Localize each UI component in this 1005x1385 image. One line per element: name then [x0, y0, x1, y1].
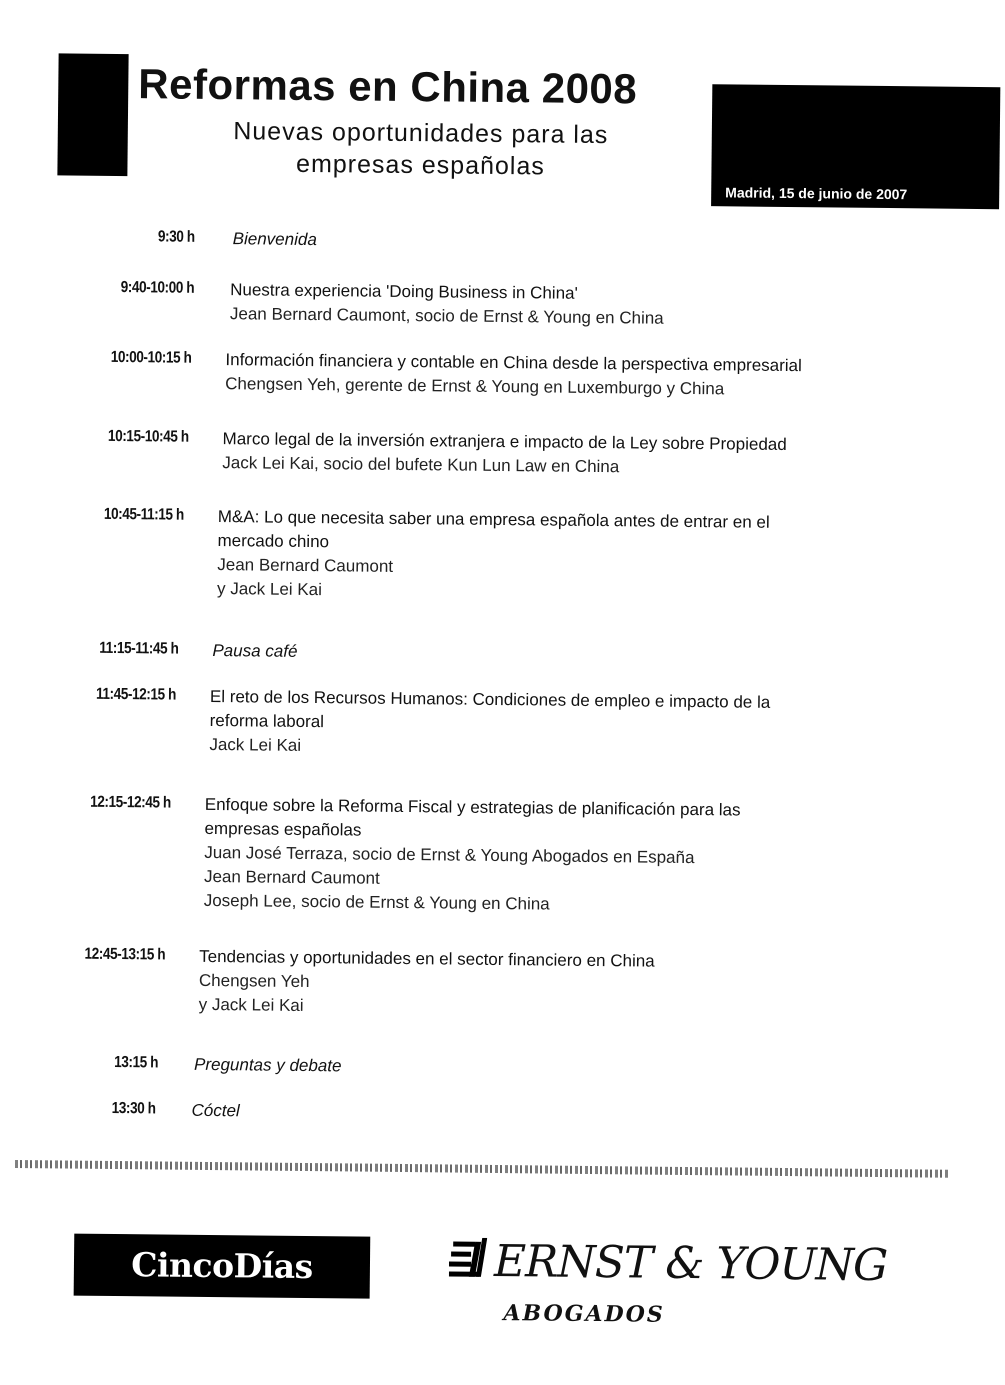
agenda-topic: M&A: Lo que necesita saber una empresa española antes de entrar en el [217, 507, 770, 532]
agenda-topic: Tendencias y oportunidades en el sector financiero en China [199, 946, 655, 971]
header-black-block-left [57, 53, 128, 176]
agenda-description [191, 1099, 239, 1124]
agenda-line: Joseph Lee, socio de Ernst & Young en China [203, 890, 550, 914]
agenda-time: 11:15-11:45 h [99, 639, 179, 658]
agenda-topic: Preguntas y debate [193, 1054, 342, 1076]
agenda-topic: Marco legal de la inversión extranjera e impacto de la Ley sobre Propiedad [222, 429, 787, 454]
agenda-line: reforma laboral [209, 710, 325, 732]
agenda-time: 9:30 h [157, 228, 195, 246]
agenda-line: Jack Lei Kai [209, 734, 302, 755]
agenda-line: Chengsen Yeh, gerente de Ernst & Young en Luxemburgo y China [225, 374, 725, 399]
agenda-time: 12:15-12:45 h [90, 793, 171, 812]
ernst-young-logo-icon [449, 1237, 487, 1277]
agenda-time: 9:40-10:00 h [120, 279, 195, 297]
agenda-line: Juan José Terraza, socio de Ernst & Young Abogados en España [204, 842, 695, 868]
agenda-time: 11:45-12:15 h [95, 685, 177, 704]
event-date: Madrid, 15 de junio de 2007 [725, 184, 908, 203]
agenda-time: 10:00-10:15 h [110, 348, 192, 367]
agenda-time: 10:15-10:45 h [107, 427, 189, 446]
agenda-line: Jack Lei Kai, socio del bufete Kun Lun Law en China [222, 453, 620, 477]
agenda-topic: Enfoque sobre la Reforma Fiscal y estrategias de planificación para las [204, 794, 741, 820]
subtitle-line-1: Nuevas oportunidades para las [233, 117, 609, 150]
agenda-topic: Bienvenida [232, 229, 317, 250]
agenda-line: mercado chino [217, 531, 330, 552]
agenda-description [225, 348, 802, 402]
agenda-topic: Nuestra experiencia 'Doing Business in China' [230, 280, 578, 303]
separator-line [15, 1160, 950, 1178]
agenda-time: 13:15 h [114, 1053, 159, 1072]
agenda-description [230, 278, 664, 331]
ernst-young-abogados: ABOGADOS [503, 1300, 665, 1328]
agenda-topic: Pausa café [212, 640, 298, 661]
agenda-topic: El reto de los Recursos Humanos: Condiciones de empleo e impacto de la [209, 686, 771, 712]
agenda-line: y Jack Lei Kai [216, 579, 323, 600]
agenda-line: empresas españolas [204, 818, 362, 840]
agenda-topic: Cóctel [191, 1100, 240, 1121]
document-subtitle [195, 115, 646, 184]
agenda-description [233, 227, 317, 252]
agenda-line: Jean Bernard Caumont, socio de Ernst & Young en China [229, 304, 664, 328]
agenda-line: Chengsen Yeh [198, 970, 310, 992]
agenda-time: 12:45-13:15 h [84, 945, 166, 964]
agenda-line: y Jack Lei Kai [198, 994, 304, 1015]
agenda-line: Jean Bernard Caumont [217, 555, 394, 576]
agenda-description [212, 639, 297, 664]
agenda-time: 13:30 h [111, 1099, 156, 1118]
agenda-line: Jean Bernard Caumont [203, 866, 380, 888]
agenda-description [209, 685, 770, 763]
agenda-time: 10:45-11:15 h [103, 505, 184, 524]
agenda-description [222, 427, 787, 481]
agenda-topic: Información financiera y contable en China desde la perspectiva empresarial [225, 350, 802, 376]
subtitle-line-2: empresas españolas [295, 149, 545, 181]
agenda-description [194, 1053, 342, 1079]
ernst-young-name: ERNST & YOUNG [493, 1235, 888, 1292]
document-title: Reformas en China 2008 [138, 60, 638, 113]
cinco-dias-logo: CincoDías [74, 1234, 371, 1299]
agenda-description [217, 505, 770, 607]
agenda-description [199, 945, 655, 1022]
agenda-description [204, 793, 741, 919]
